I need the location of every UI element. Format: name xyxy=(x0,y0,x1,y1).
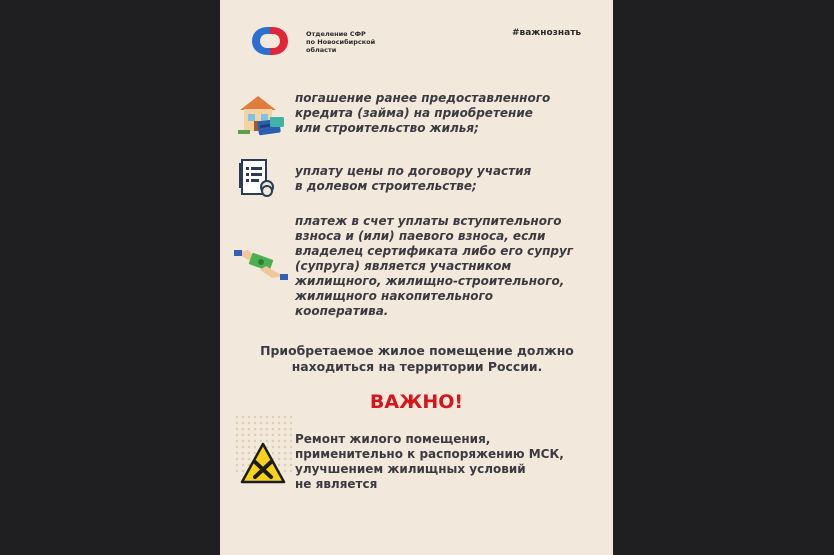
sfr-logo-icon xyxy=(248,24,292,58)
item-text-2: уплату цены по договору участия в долевом строительстве; xyxy=(295,164,532,193)
location-notice: Приобретаемое жилое помещение должно находиться на территории России. xyxy=(260,343,574,374)
money-hands-icon xyxy=(234,246,288,286)
house-with-card-icon xyxy=(236,90,286,136)
warning-text: Ремонт жилого помещения, применительно к распоряжению МСК, улучшением жилищных условий не является xyxy=(295,432,564,491)
hashtag: #важнознать xyxy=(512,28,582,38)
hazard-warning-icon xyxy=(240,442,286,484)
item-text-3: платеж в счет уплаты вступительного взноса и (или) паевого взноса, если владелец сертификата либо его супруг (супруга) является участником жилищного, жилищно-строительного, жилищного накопительного кооператива. xyxy=(295,214,574,318)
logo-caption: Отделение СФР по Новосибирской области xyxy=(306,30,376,54)
info-card xyxy=(220,0,613,555)
contract-document-icon xyxy=(238,158,278,198)
item-text-1: погашение ранее предоставленного кредита (займа) на приобретение или строительство жилья; xyxy=(295,91,551,135)
important-label: ВАЖНО! xyxy=(369,391,464,413)
